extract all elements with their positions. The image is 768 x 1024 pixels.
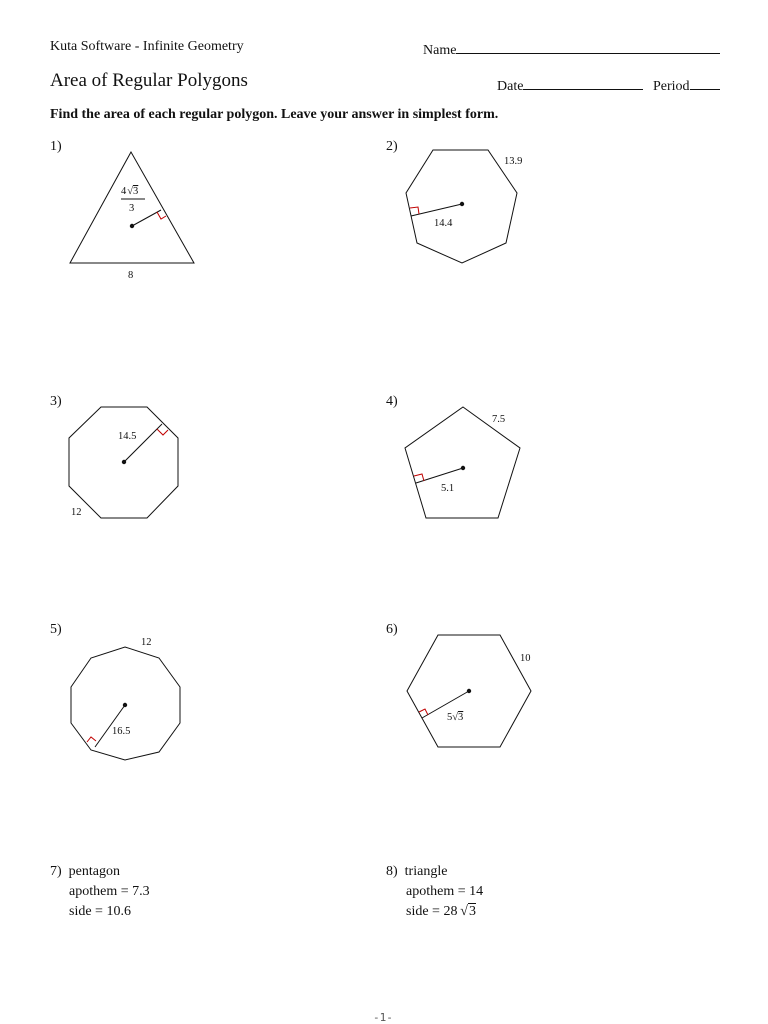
- problem-7-number: 7): [50, 864, 62, 879]
- problem-7-apothem: apothem = 7.3: [69, 884, 150, 899]
- problem-7-side: side = 10.6: [69, 904, 131, 919]
- page-title: Area of Regular Polygons: [50, 70, 248, 91]
- date-label: Date: [497, 79, 524, 94]
- center-point: [467, 689, 471, 693]
- problem-4-number: 4): [386, 394, 398, 409]
- period-label: Period: [653, 79, 690, 94]
- side-label: 13.9: [504, 156, 523, 167]
- apothem-label: 16.5: [112, 726, 131, 737]
- problem-7-shape: pentagon: [68, 864, 120, 879]
- problem-6-number: 6): [386, 622, 398, 637]
- problem-5-number: 5): [50, 622, 62, 637]
- side-label: 12: [141, 637, 152, 648]
- apothem-label-den: 3: [129, 203, 135, 214]
- page-number: -1-: [373, 1011, 393, 1024]
- side-label: 7.5: [492, 414, 506, 425]
- problem-7: [50, 862, 150, 922]
- apothem-label-num: 4√3: [121, 186, 139, 197]
- apothem-label: 14.4: [434, 218, 453, 229]
- apothem-label: 5.1: [441, 483, 455, 494]
- side-label: 12: [71, 507, 82, 518]
- apothem-label: 14.5: [118, 431, 137, 442]
- software-name: Kuta Software - Infinite Geometry: [50, 39, 244, 54]
- problem-2-number: 2): [386, 139, 398, 154]
- apothem-label: 5√3: [447, 712, 464, 723]
- problem-8-apothem: apothem = 14: [406, 884, 484, 899]
- problem-1-number: 1): [50, 139, 62, 154]
- problem-3-number: 3): [50, 394, 62, 409]
- problem-8-shape: triangle: [404, 864, 448, 879]
- problem-8-number: 8): [386, 864, 398, 879]
- instructions: Find the area of each regular polygon. Leave your answer in simplest form.: [50, 107, 499, 122]
- side-label: 10: [520, 653, 531, 664]
- problem-8: [386, 862, 483, 922]
- problem-8-side: side = 28 √3: [406, 904, 476, 919]
- name-label: Name: [423, 43, 457, 58]
- side-label: 8: [128, 270, 134, 281]
